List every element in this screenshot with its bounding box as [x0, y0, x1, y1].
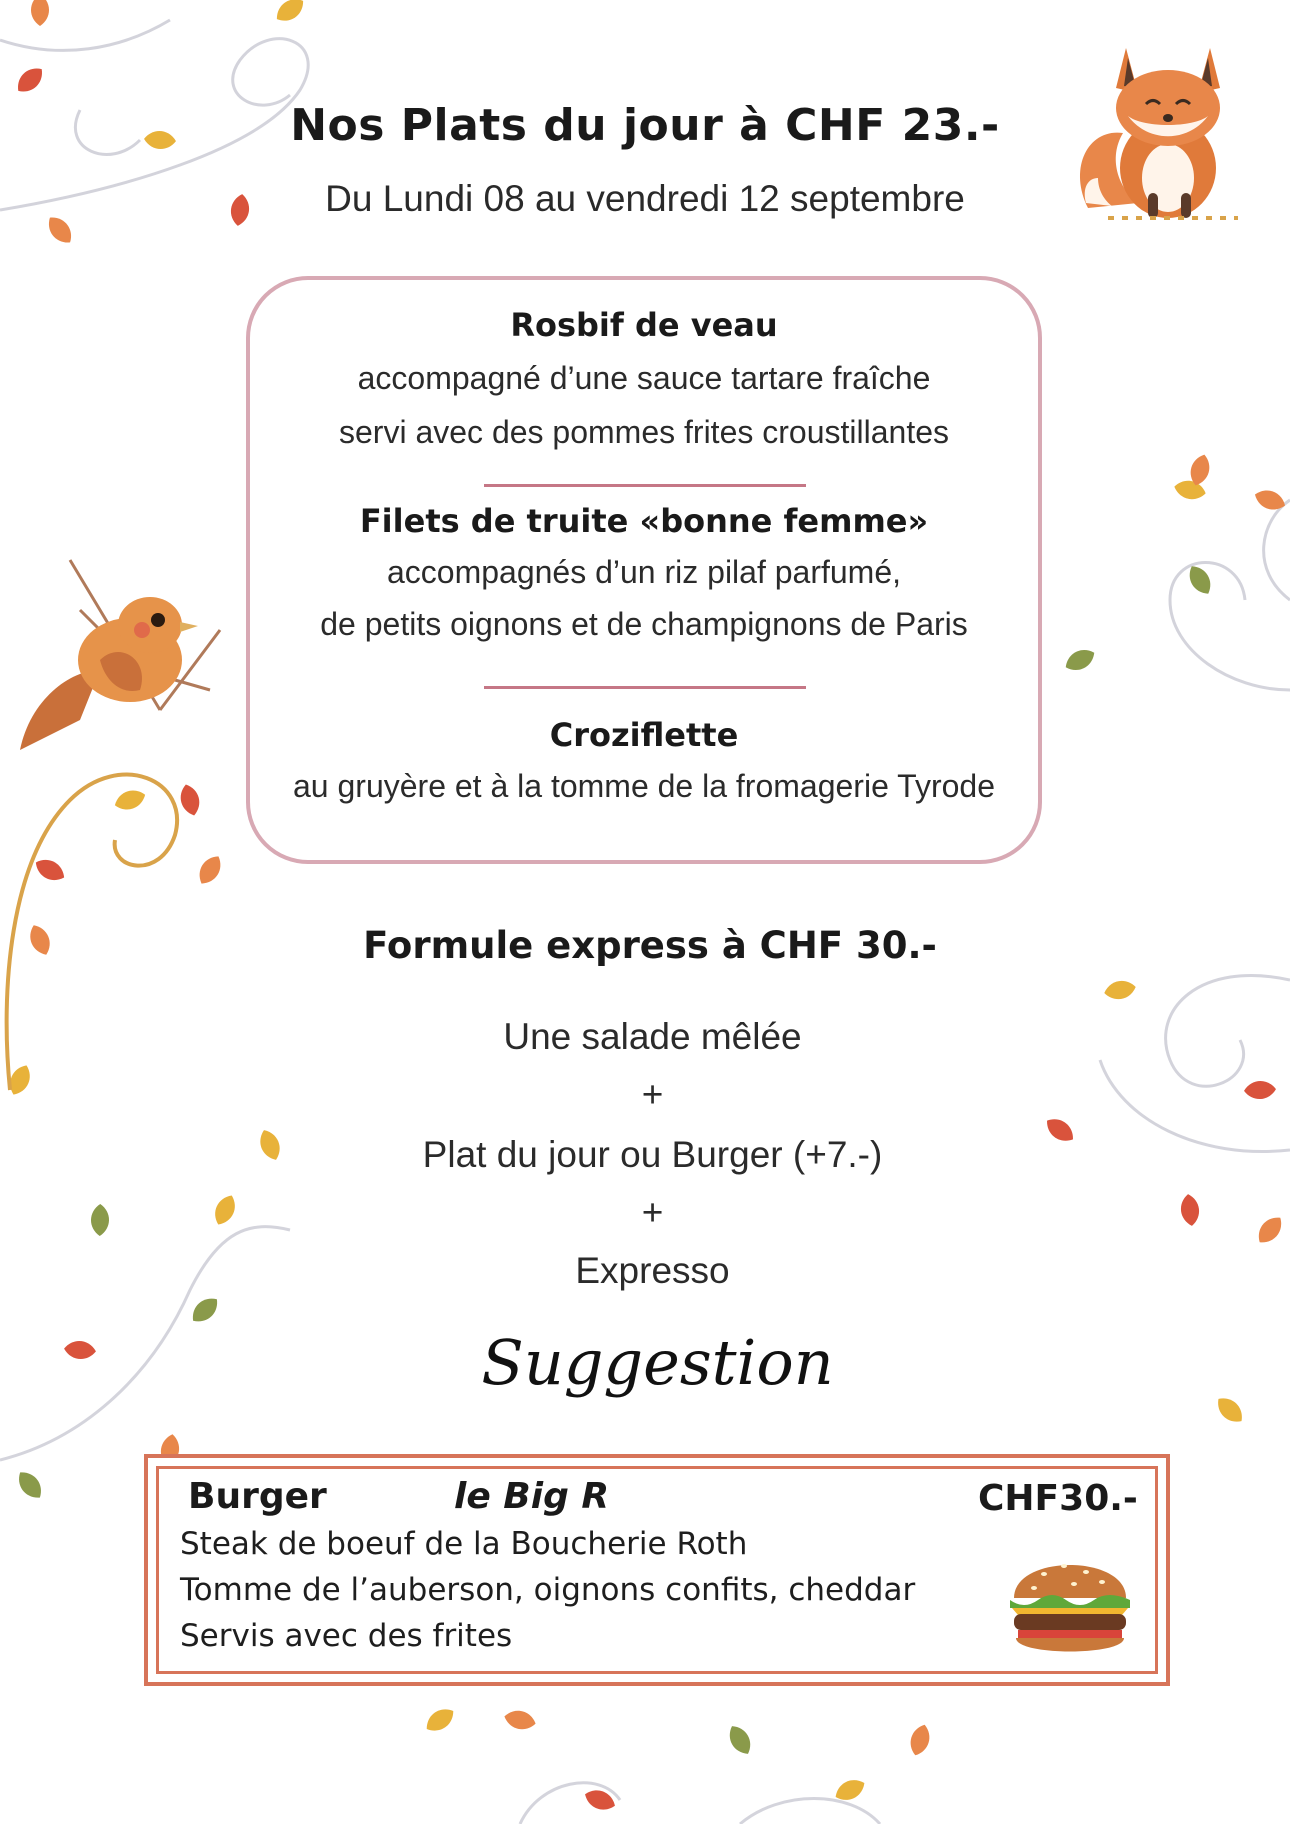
dish-2-line-1: accompagnés d’un riz pilaf parfumé,: [386, 554, 902, 590]
dish-3-name: Croziflette: [549, 716, 739, 754]
date-range: Du Lundi 08 au vendredi 12 septembre: [325, 178, 965, 219]
express-item: Plat du jour ou Burger (+7.-): [422, 1134, 883, 1175]
burger-description-line: Servis avec des frites: [180, 1618, 513, 1654]
dish-2-name: Filets de truite «bonne femme»: [359, 502, 929, 540]
burger-description-line: Steak de boeuf de la Boucherie Roth: [180, 1526, 748, 1562]
dish-separator: [484, 686, 806, 689]
burger-illustration: [1004, 1544, 1136, 1662]
leaf-icon: [1062, 645, 1099, 676]
burger-price: CHF30.-: [978, 1478, 1138, 1519]
burger-name: Burger: [188, 1476, 327, 1517]
leaf-icon: [187, 1293, 223, 1328]
express-plus: +: [641, 1074, 664, 1115]
burger-description-line: Tomme de l’auberson, oignons confits, cheddar: [180, 1572, 916, 1608]
dish-separator: [484, 484, 806, 487]
express-plus: +: [641, 1192, 664, 1233]
dish-2-line-2: de petits oignons et de champignons de Paris: [320, 606, 968, 642]
leaf-icon: [1172, 478, 1207, 502]
leaf-icon: [272, 0, 309, 27]
leaf-icon: [31, 0, 49, 26]
dish-1-name: Rosbif de veau: [510, 306, 778, 344]
leaf-icon: [832, 1775, 869, 1805]
dish-1-line-1: accompagné d’une sauce tartare fraîche: [357, 360, 931, 396]
leaf-icon: [13, 1467, 47, 1503]
burger-variant: le Big R: [454, 1476, 610, 1517]
leaf-icon: [1187, 452, 1213, 488]
leaf-icon: [1184, 562, 1216, 599]
express-item: Expresso: [575, 1250, 730, 1291]
express-formula-title: Formule express à CHF 30.-: [363, 924, 937, 967]
leaf-icon: [1103, 978, 1138, 1002]
leaf-icon: [422, 1704, 459, 1737]
leaf-icon: [502, 1708, 537, 1733]
bird-illustration: [10, 550, 240, 760]
leaf-icon: [724, 1722, 756, 1759]
dish-1-line-2: servi avec des pommes frites croustillantes: [339, 414, 949, 450]
suggestion-title: Suggestion: [481, 1326, 834, 1399]
express-item: Une salade mêlée: [503, 1016, 802, 1057]
leaf-icon: [907, 1722, 934, 1758]
dish-3-line-1: au gruyère et à la tomme de la fromagerie Tyrode: [293, 768, 995, 804]
page-title: Nos Plats du jour à CHF 23.-: [290, 100, 1000, 151]
leaf-icon: [582, 1786, 618, 1814]
leaf-icon: [1252, 486, 1288, 514]
leaf-icon: [12, 63, 48, 98]
